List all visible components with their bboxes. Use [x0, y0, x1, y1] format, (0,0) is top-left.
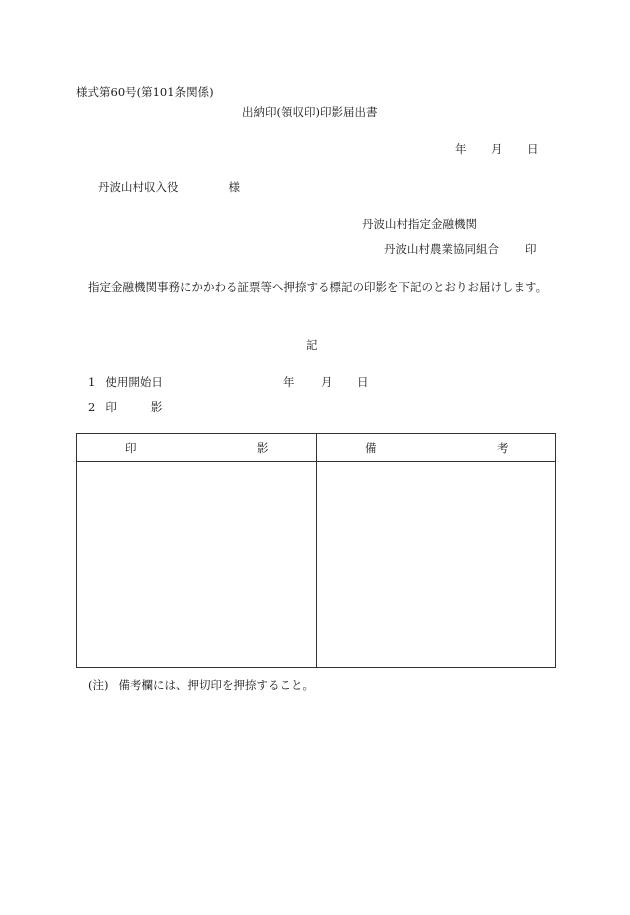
item-label: 使用開始日	[105, 375, 163, 389]
start-date-fields	[283, 374, 369, 390]
seal-mark: 印	[525, 242, 537, 256]
remarks-cell[interactable]	[317, 462, 555, 667]
start-year: 年	[283, 375, 295, 389]
item-label-a: 印	[105, 400, 117, 414]
sender-coop-name: 丹波山村農業協同組合	[384, 242, 499, 256]
header-remarks-a: 備	[365, 441, 377, 455]
seal-table	[76, 433, 556, 668]
item-start-date	[88, 374, 163, 390]
sender-coop	[384, 241, 537, 257]
start-month: 月	[321, 375, 333, 389]
body-text: 指定金融機関事務にかかわる証票等へ押捺する標記の印影を下記のとおりお届けします。	[88, 280, 548, 294]
ki-heading: 記	[306, 338, 318, 352]
header-seal-b: 影	[257, 441, 269, 455]
header-remarks-b: 考	[497, 441, 509, 455]
submission-date	[455, 141, 539, 157]
item-label-b: 影	[150, 400, 163, 414]
item-seal	[88, 399, 162, 415]
note-prefix: (注)	[88, 678, 109, 692]
date-day: 日	[527, 142, 539, 156]
addressee	[98, 179, 240, 195]
item-number: 2	[88, 400, 96, 414]
form-number: 様式第60号(第101条関係)	[76, 85, 214, 99]
note	[88, 677, 314, 693]
date-year: 年	[455, 142, 467, 156]
header-seal-a: 印	[125, 441, 137, 455]
addressee-honorific: 様	[228, 180, 240, 194]
addressee-name: 丹波山村収入役	[98, 180, 179, 194]
seal-impression-cell[interactable]	[77, 462, 316, 667]
start-day: 日	[357, 375, 369, 389]
item-number: 1	[88, 375, 96, 389]
document-title: 出納印(領収印)印影届出書	[242, 105, 378, 119]
date-month: 月	[491, 142, 503, 156]
note-text: 備考欄には、押切印を押捺すること。	[118, 678, 314, 692]
sender-bank: 丹波山村指定金融機関	[362, 217, 477, 231]
